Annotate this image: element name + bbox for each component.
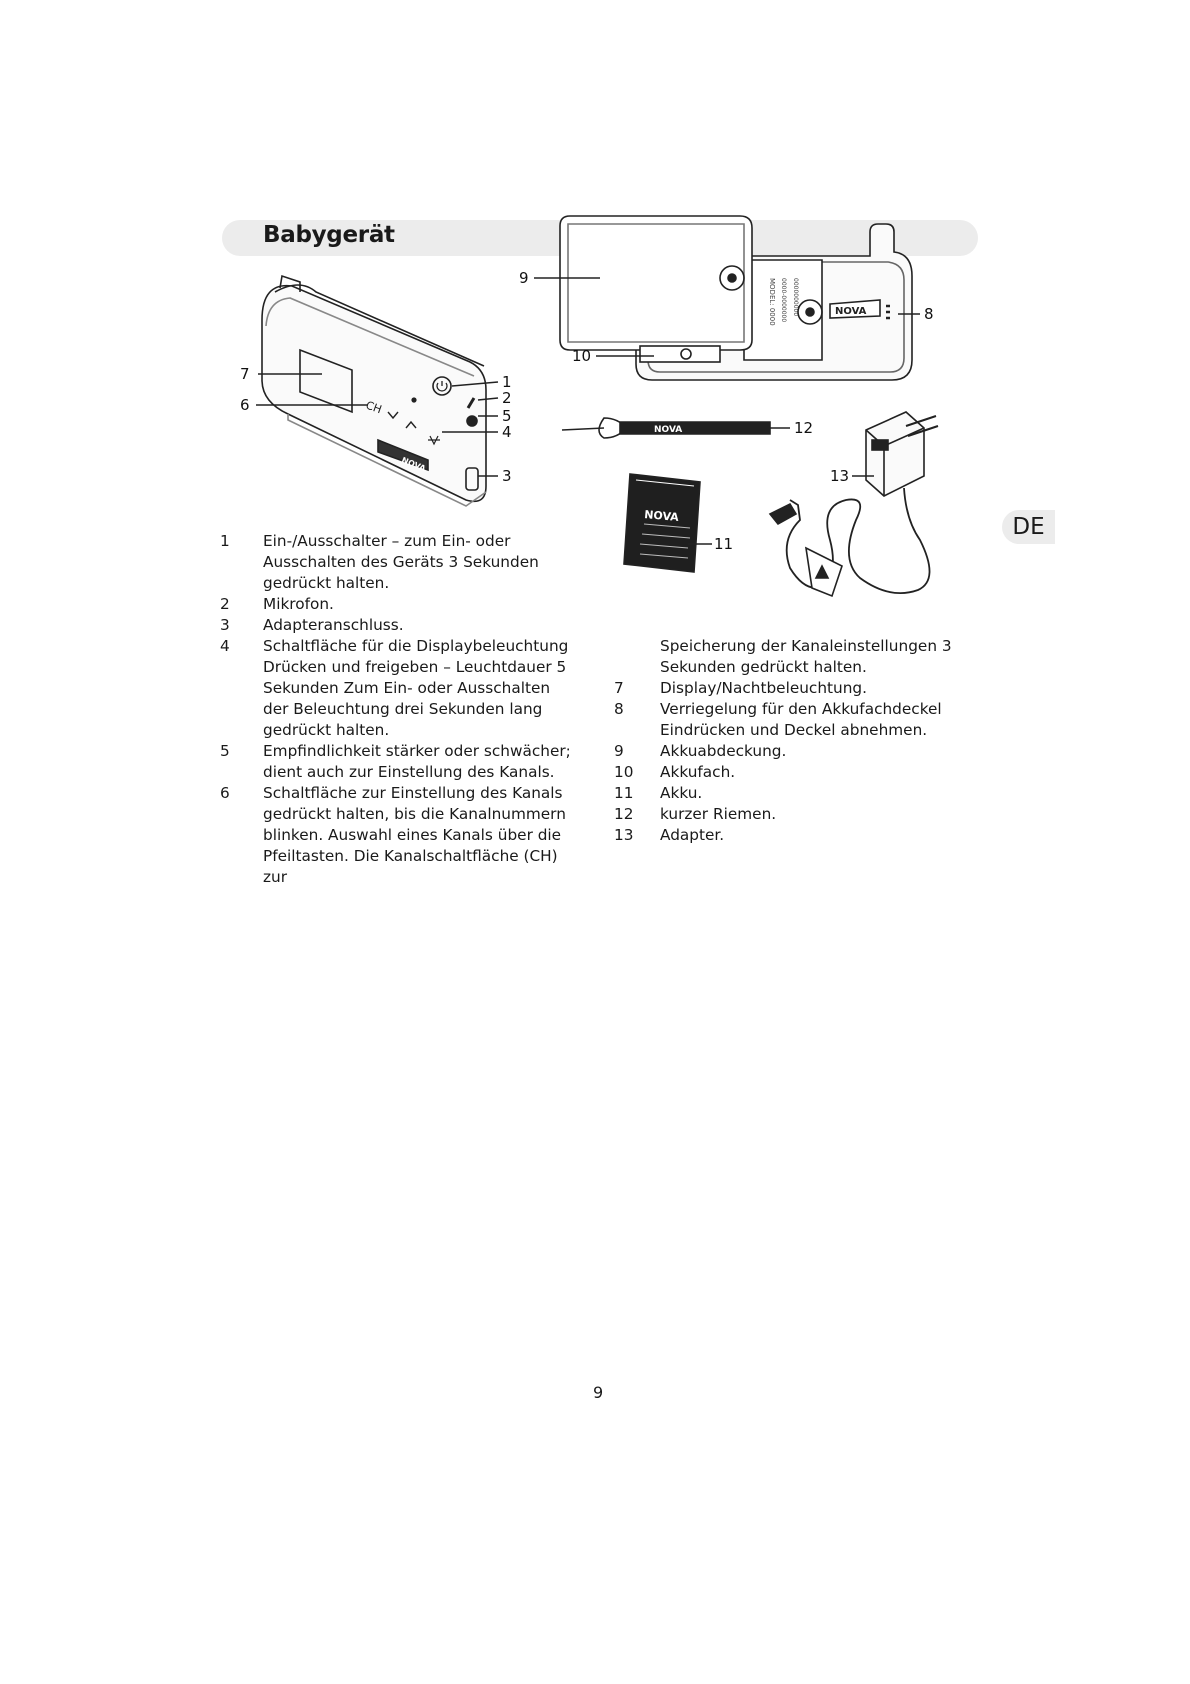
callout-13: 13 [830, 467, 850, 485]
brand-label-strap: NOVA [654, 425, 683, 435]
legend-item: 12 kurzer Riemen. [614, 805, 777, 823]
callout-11: 11 [714, 535, 734, 553]
ch-label: CH [363, 398, 384, 417]
legend-item: 5 Empfindlichkeit stärker oder schwächer; dient auch zur Einstellung des Kanals. [220, 742, 571, 781]
legend-item: 3 Adapteranschluss. [220, 616, 404, 634]
callout-8: 8 [924, 305, 934, 323]
legend-item: 1 Ein-/Ausschalter – zum Ein- oder Ausschalten des Geräts 3 Sekunden gedrückt halten. [220, 532, 539, 592]
legend-item: 8 Verriegelung für den Akkufachdeckel Eindrücken und Deckel abnehmen. [614, 700, 942, 739]
callout-3: 3 [502, 467, 512, 485]
legend-item: 7 Display/Nachtbeleuchtung. [614, 679, 868, 697]
legend-item: 13 Adapter. [614, 826, 725, 844]
callout-9: 9 [519, 269, 529, 287]
brand-label-front: NOVA [400, 455, 427, 474]
svg-text:0000000000: 0000000000 [792, 278, 799, 317]
battery [624, 474, 700, 572]
brand-label-back: NOVA [835, 306, 867, 317]
page-number: 9 [593, 1383, 604, 1402]
callout-12: 12 [794, 419, 814, 437]
brand-label-battery: NOVA [643, 508, 680, 524]
battery-cover [560, 216, 752, 350]
legend-item: 2 Mikrofon. [220, 595, 334, 613]
callout-4: 4 [502, 423, 512, 441]
short-strap [562, 418, 770, 438]
language-tab: DE [1002, 510, 1055, 544]
legend-item: 9 Akkuabdeckung. [614, 742, 787, 760]
callout-7: 7 [240, 365, 250, 383]
legend-item: 4 Schaltfläche für die Displaybeleuchtung Drücken und freigeben – Leuchtdauer 5 Sekunden Zum Ein- oder Ausschalten der Beleuchtung drei Sekunden lang gedrückt halten. [220, 637, 569, 739]
section-title: Babygerät [263, 222, 395, 248]
baby-unit-front [262, 276, 486, 506]
callout-10: 10 [572, 347, 592, 365]
callout-2: 2 [502, 389, 512, 407]
legend-item: 11 Akku. [614, 784, 703, 802]
callout-5: 5 [502, 407, 512, 425]
legend-right [614, 636, 974, 846]
callout-1: 1 [502, 373, 512, 391]
legend-item: 6 Schaltfläche zur Einstellung des Kanals gedrückt halten, bis die Kanalnummern blinken. Auswahl eines Kanals über die Pfeiltasten. Die Kanalschaltfläche (CH) zur [220, 784, 566, 886]
callout-6: 6 [240, 396, 250, 414]
power-adapter [770, 412, 938, 596]
legend-left [220, 531, 580, 888]
svg-text:0000-0000000: 0000-0000000 [780, 278, 787, 323]
legend-item: 10 Akkufach. [614, 763, 736, 781]
svg-text:MODEL: 0000: MODEL: 0000 [768, 278, 776, 326]
legend-continuation: Speicherung der Kanaleinstellungen 3 Sekunden gedrückt halten. [660, 637, 952, 676]
